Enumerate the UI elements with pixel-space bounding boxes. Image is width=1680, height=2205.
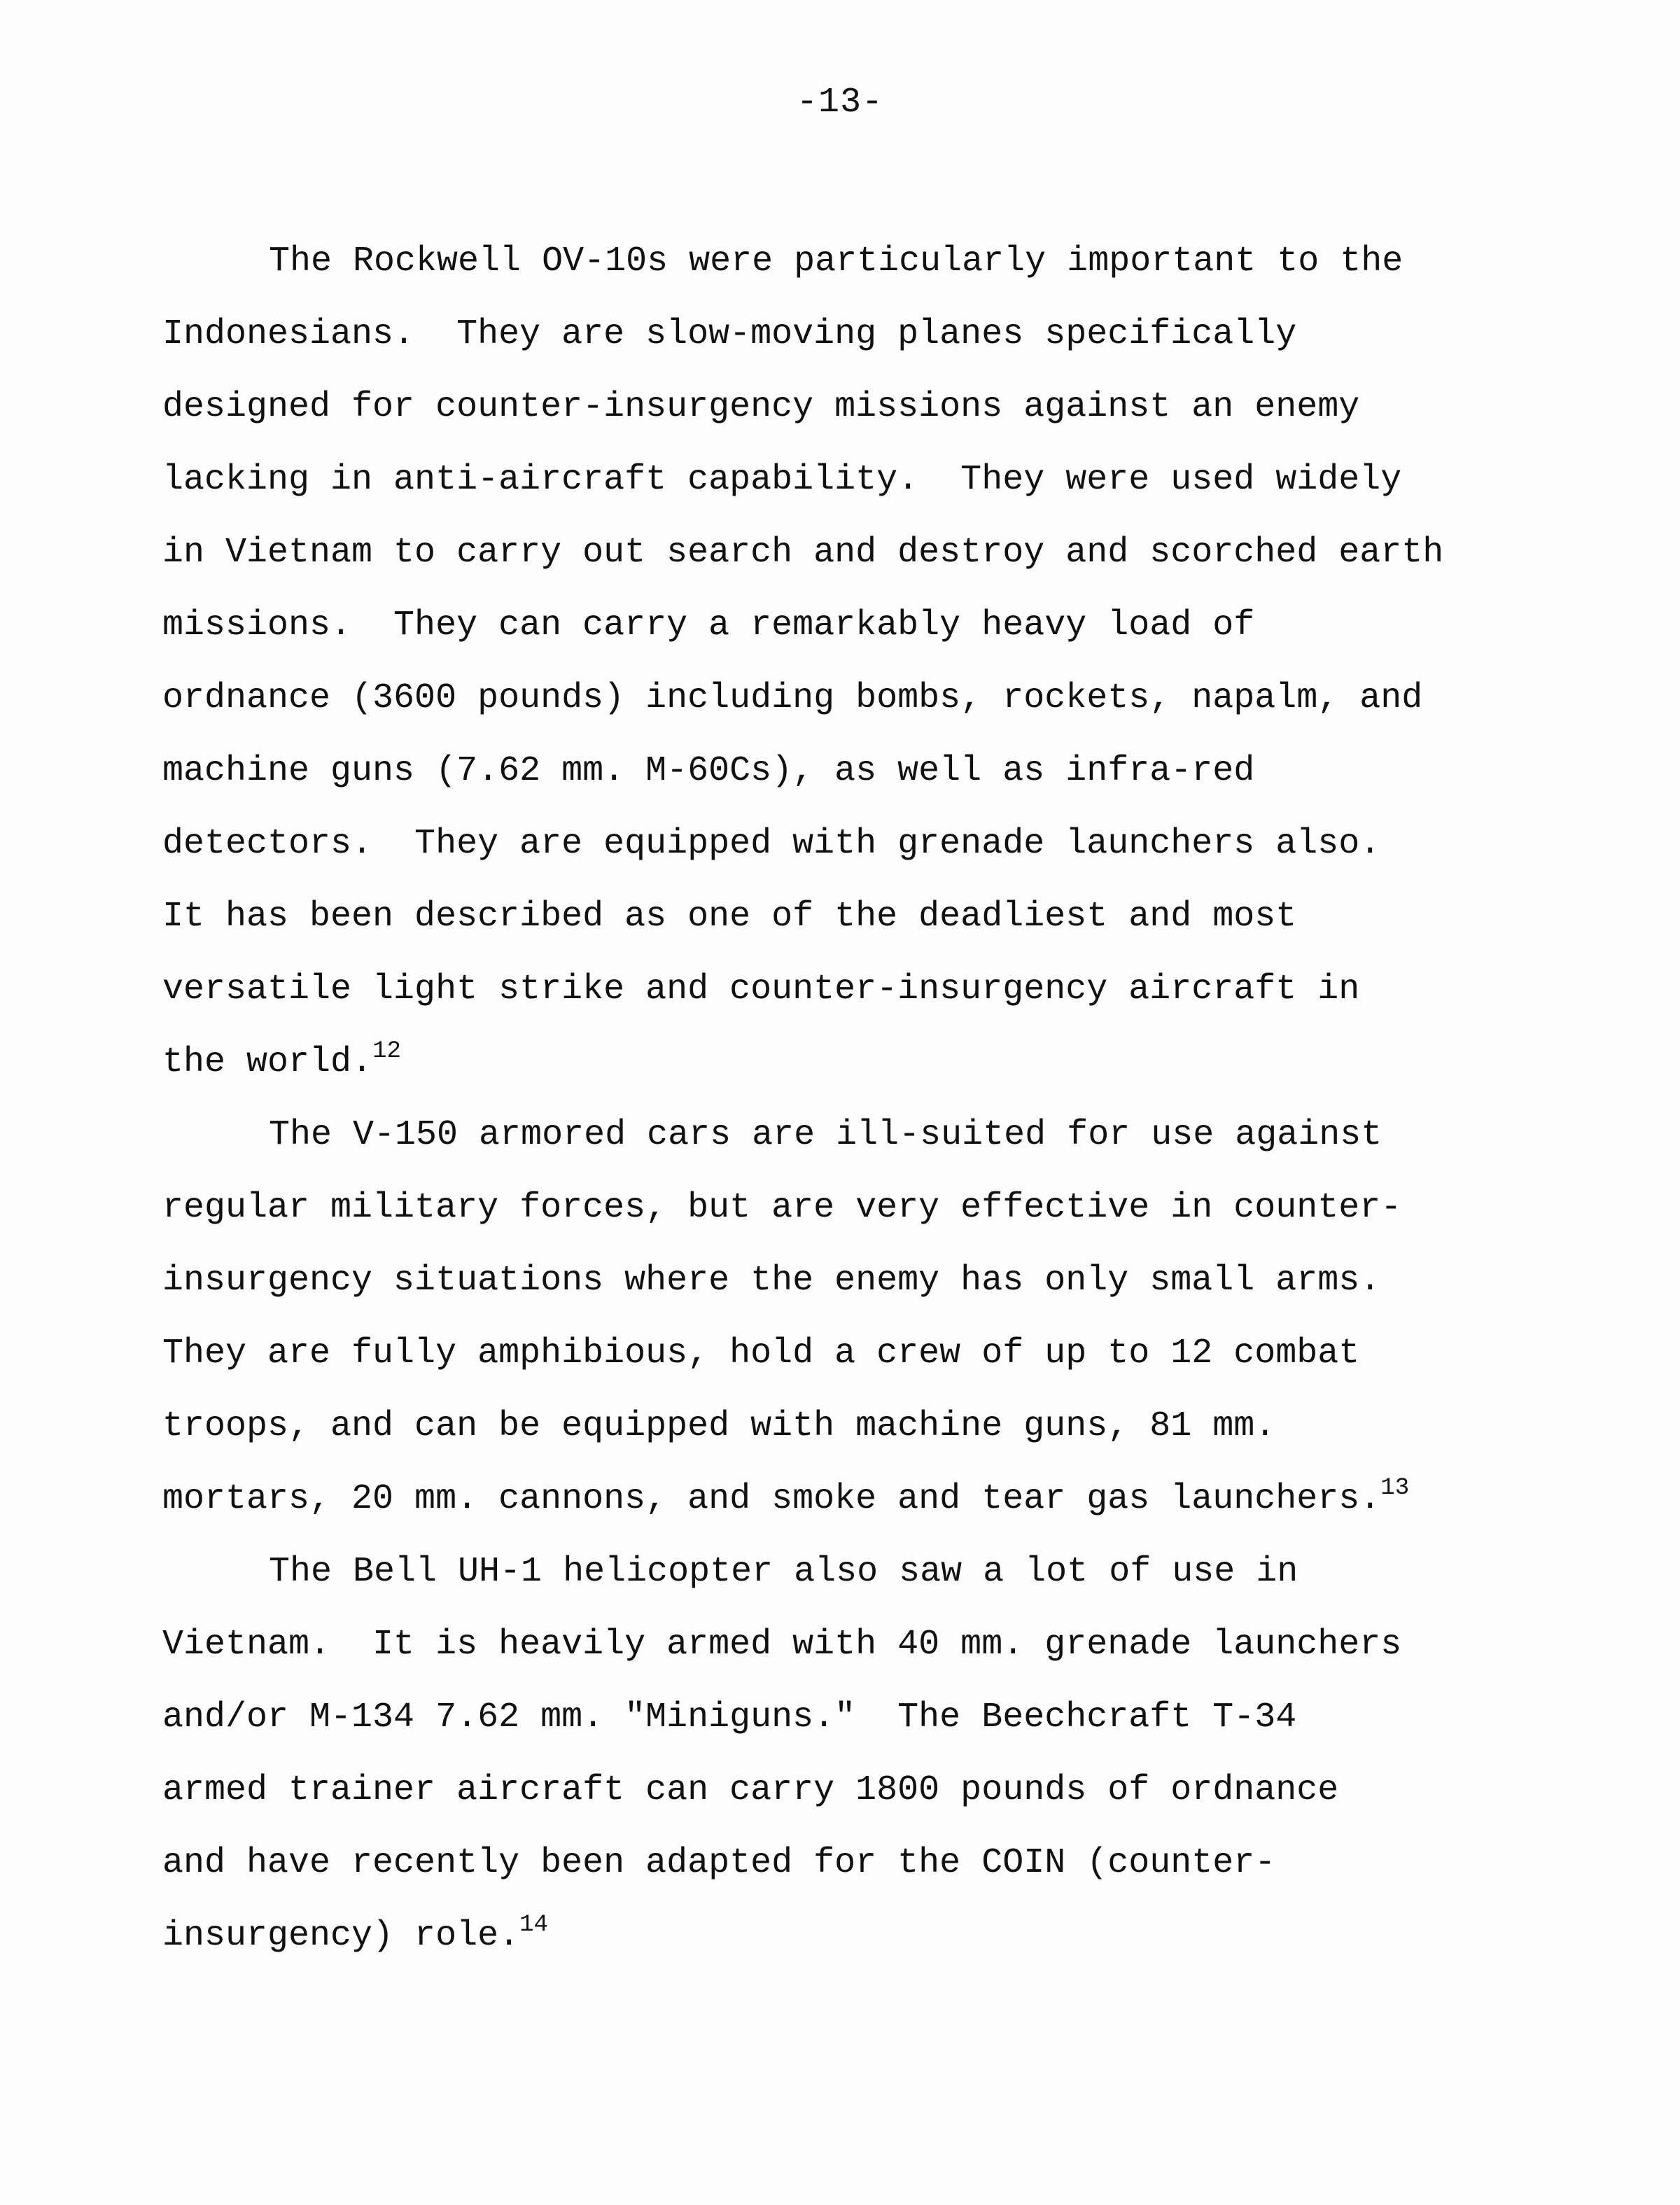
page-number: -13-: [796, 83, 884, 122]
text-line: The V-150 armored cars are ill-suited for use against: [269, 1115, 1382, 1155]
text-line: armed trainer aircraft can carry 1800 pounds of ordnance: [162, 1770, 1339, 1810]
text-line: They are fully amphibious, hold a crew of up to 12 combat: [162, 1334, 1360, 1373]
text-line: insurgency situations where the enemy has only small arms.: [162, 1261, 1381, 1301]
text-line-with-footnote: [162, 1026, 1548, 1099]
footnote-marker-12: 12: [372, 1038, 401, 1065]
text-line: It has been described as one of the deadliest and most: [162, 897, 1297, 937]
text-line: troops, and can be equipped with machine guns, 81 mm.: [162, 1406, 1276, 1446]
text-line: ordnance (3600 pounds) including bombs, rockets, napalm, and: [162, 678, 1423, 718]
paragraph-v150: [162, 1099, 1548, 1536]
text-line: versatile light strike and counter-insurgency aircraft in: [162, 969, 1360, 1009]
text-line-with-footnote: [162, 1900, 1548, 1973]
footnote-marker-13: 13: [1380, 1475, 1410, 1502]
text-line: The Rockwell OV-10s were particularly important to the: [269, 241, 1404, 281]
text-line: mortars, 20 mm. cannons, and smoke and tear gas launchers.: [162, 1479, 1381, 1519]
text-line: Indonesians. They are slow-moving planes specifically: [162, 314, 1297, 354]
text-line: and/or M-134 7.62 mm. "Miniguns." The Beechcraft T-34: [162, 1698, 1297, 1737]
text-line: detectors. They are equipped with grenade launchers also.: [162, 824, 1381, 864]
body-text: [162, 225, 1548, 1973]
text-line: lacking in anti-aircraft capability. They were used widely: [162, 460, 1402, 500]
text-line: the world.: [162, 1042, 373, 1082]
footnote-marker-14: 14: [519, 1912, 548, 1938]
text-line: machine guns (7.62 mm. M-60Cs), as well as infra-red: [162, 751, 1255, 791]
text-line: missions. They can carry a remarkably heavy load of: [162, 606, 1255, 645]
text-line: Vietnam. It is heavily armed with 40 mm. grenade launchers: [162, 1625, 1402, 1665]
text-line-with-footnote: [162, 1463, 1548, 1536]
paragraph-uh1: [162, 1536, 1548, 1973]
text-line: in Vietnam to carry out search and destroy and scorched earth: [162, 533, 1444, 573]
text-line: designed for counter-insurgency missions against an enemy: [162, 387, 1360, 427]
text-line: and have recently been adapted for the COIN (counter-: [162, 1843, 1276, 1883]
text-line: The Bell UH-1 helicopter also saw a lot of use in: [269, 1552, 1298, 1592]
text-line: regular military forces, but are very effective in counter-: [162, 1188, 1402, 1228]
text-line: insurgency) role.: [162, 1916, 520, 1956]
paragraph-ov10: [162, 225, 1548, 1099]
